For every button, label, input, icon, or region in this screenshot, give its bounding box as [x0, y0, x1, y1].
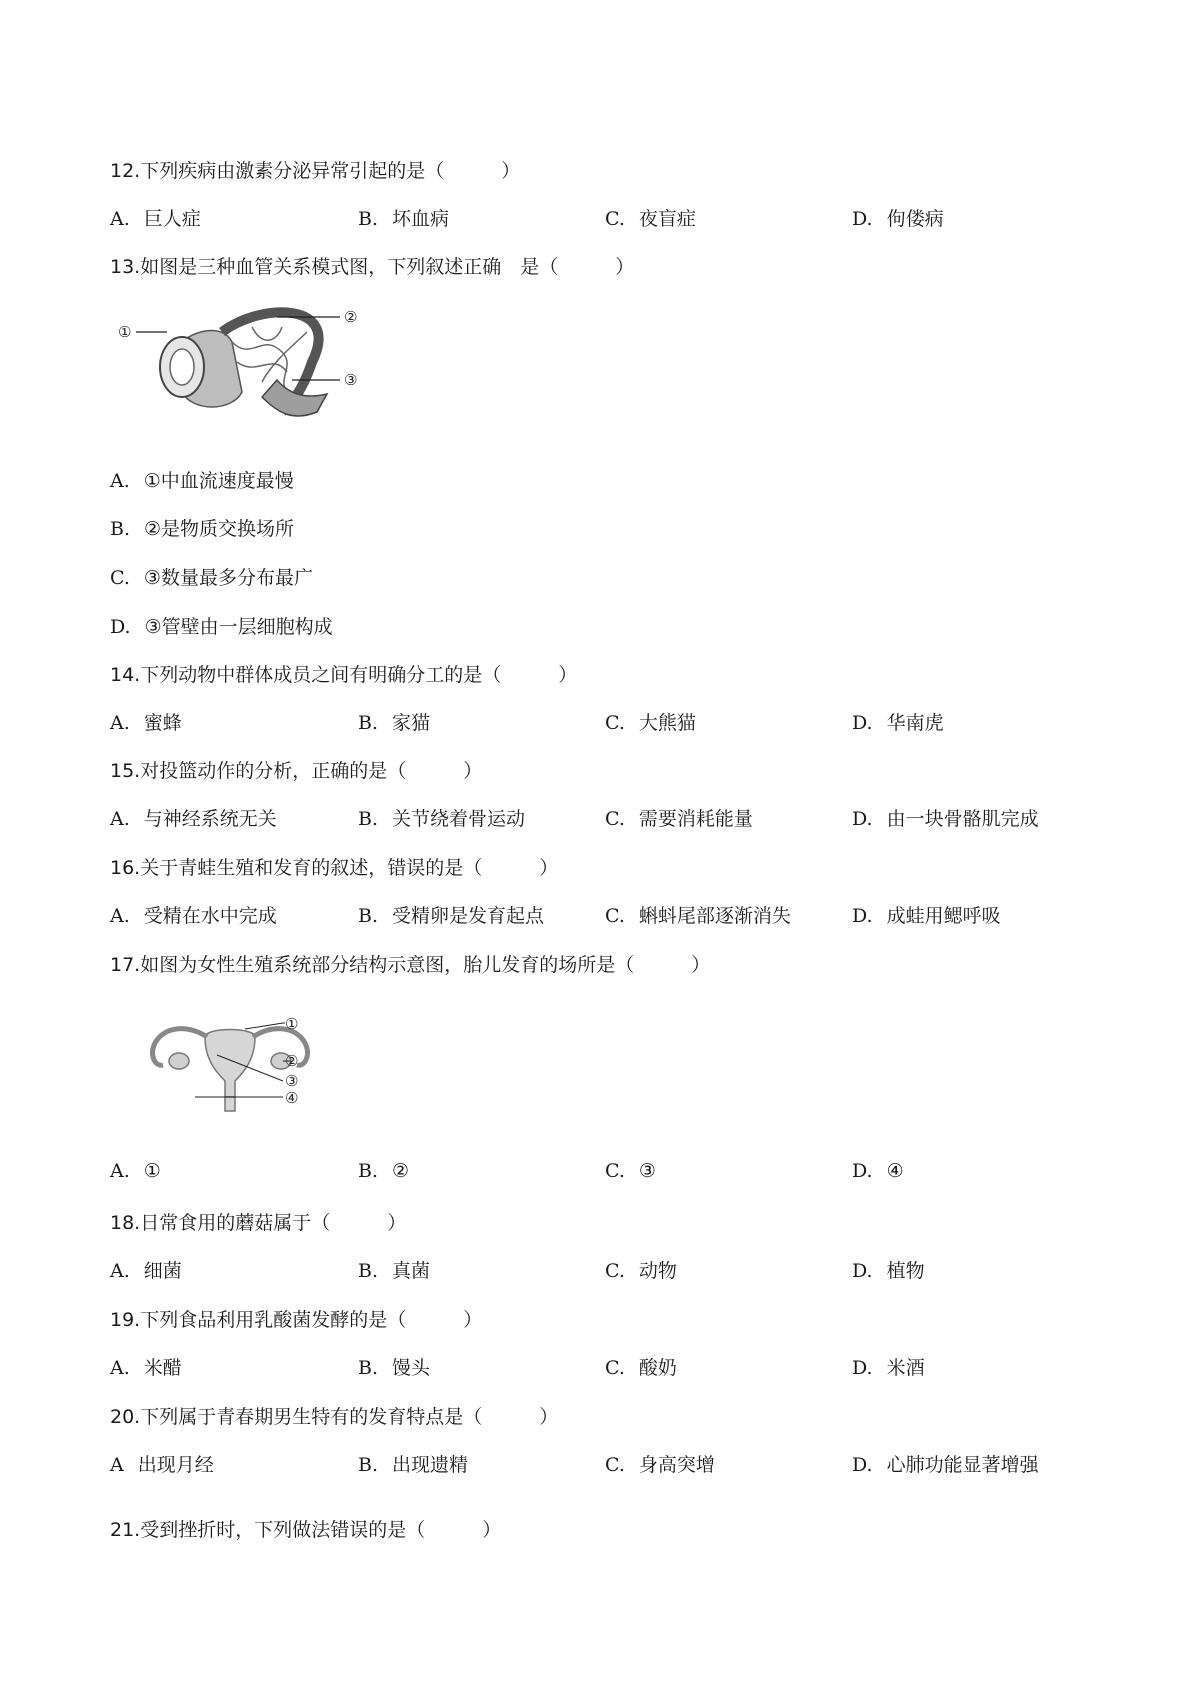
vessel-label-2: ② — [344, 308, 358, 326]
q20-option-c[interactable]: C. 身高突增 — [605, 1454, 715, 1476]
question-18-stem: 18.日常食用的蘑菇属于（ ） — [110, 1212, 407, 1234]
q18-option-b[interactable]: B. 真菌 — [358, 1260, 431, 1282]
q19-option-a[interactable]: A. 米醋 — [110, 1357, 182, 1379]
question-12-stem: 12.下列疾病由激素分泌异常引起的是（ ） — [110, 160, 521, 182]
q16-option-c[interactable]: C. 蝌蚪尾部逐渐消失 — [605, 905, 791, 927]
question-17-stem: 17.如图为女性生殖系统部分结构示意图，胎儿发育的场所是（ ） — [110, 954, 711, 976]
q13-option-b[interactable]: B. ②是物质交换场所 — [110, 518, 295, 540]
q13-option-d[interactable]: D. ③管壁由一层细胞构成 — [110, 616, 333, 638]
q18-option-d[interactable]: D. 植物 — [852, 1260, 925, 1282]
question-14-stem: 14.下列动物中群体成员之间有明确分工的是（ ） — [110, 664, 578, 686]
vessel-label-1: ① — [118, 323, 132, 341]
q14-option-a[interactable]: A. 蜜蜂 — [110, 712, 182, 734]
q17-option-c[interactable]: C. ③ — [605, 1160, 656, 1182]
q18-option-c[interactable]: C. 动物 — [605, 1260, 677, 1282]
q17-option-a[interactable]: A. ① — [110, 1160, 161, 1182]
question-13-stem: 13.如图是三种血管关系模式图，下列叙述正确 是（ ） — [110, 256, 635, 278]
q16-option-b[interactable]: B. 受精卵是发育起点 — [358, 905, 545, 927]
q15-option-b[interactable]: B. 关节绕着骨运动 — [358, 808, 526, 830]
q18-option-a[interactable]: A. 细菌 — [110, 1260, 182, 1282]
q12-option-c[interactable]: C. 夜盲症 — [605, 208, 696, 230]
organ-label-2: ② — [285, 1052, 299, 1070]
q12-option-d[interactable]: D. 佝偻病 — [852, 208, 944, 230]
question-15-stem: 15.对投篮动作的分析，正确的是（ ） — [110, 760, 483, 782]
q15-option-d[interactable]: D. 由一块骨骼肌完成 — [852, 808, 1039, 830]
question-16-stem: 16.关于青蛙生殖和发育的叙述，错误的是（ ） — [110, 857, 559, 879]
q16-option-a[interactable]: A. 受精在水中完成 — [110, 905, 277, 927]
q14-option-c[interactable]: C. 大熊猫 — [605, 712, 696, 734]
q19-option-d[interactable]: D. 米酒 — [852, 1357, 925, 1379]
q15-option-c[interactable]: C. 需要消耗能量 — [605, 808, 753, 830]
blood-vessel-diagram — [112, 302, 392, 442]
q19-option-b[interactable]: B. 馒头 — [358, 1357, 431, 1379]
q17-option-d[interactable]: D. ④ — [852, 1160, 904, 1182]
q20-option-a[interactable]: A 出现月经 — [110, 1454, 214, 1476]
q14-option-d[interactable]: D. 华南虎 — [852, 712, 944, 734]
vessel-label-3: ③ — [344, 371, 358, 389]
organ-label-4: ④ — [285, 1089, 299, 1107]
q20-option-b[interactable]: B. 出现遗精 — [358, 1454, 469, 1476]
organ-label-1: ① — [285, 1015, 299, 1033]
question-21-stem: 21.受到挫折时，下列做法错误的是（ ） — [110, 1519, 502, 1541]
q12-option-a[interactable]: A. 巨人症 — [110, 208, 201, 230]
female-reproductive-diagram — [135, 1015, 335, 1115]
q15-option-a[interactable]: A. 与神经系统无关 — [110, 808, 277, 830]
q14-option-b[interactable]: B. 家猫 — [358, 712, 431, 734]
q13-option-a[interactable]: A. ①中血流速度最慢 — [110, 470, 294, 492]
q12-option-b[interactable]: B. 坏血病 — [358, 208, 450, 230]
q13-option-c[interactable]: C. ③数量最多分布最广 — [110, 567, 313, 589]
q19-option-c[interactable]: C. 酸奶 — [605, 1357, 677, 1379]
question-20-stem: 20.下列属于青春期男生特有的发育特点是（ ） — [110, 1406, 559, 1428]
question-19-stem: 19.下列食品利用乳酸菌发酵的是（ ） — [110, 1309, 483, 1331]
organ-label-3: ③ — [285, 1072, 299, 1090]
q17-option-b[interactable]: B. ② — [358, 1160, 410, 1182]
q20-option-d[interactable]: D. 心肺功能显著增强 — [852, 1454, 1039, 1476]
q16-option-d[interactable]: D. 成蛙用鳃呼吸 — [852, 905, 1001, 927]
